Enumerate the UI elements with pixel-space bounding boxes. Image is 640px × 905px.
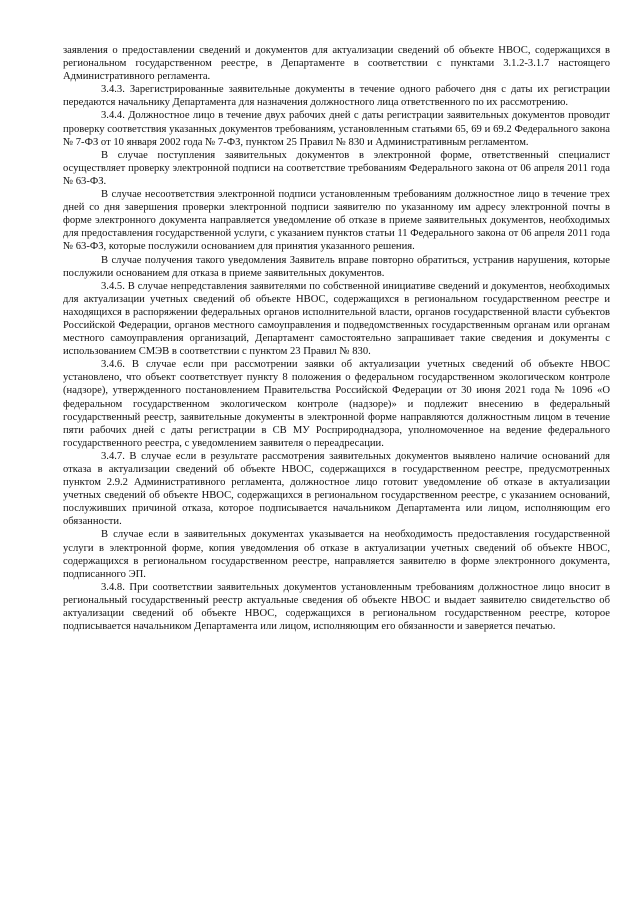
paragraph-repeat-application: В случае получения такого уведомления Заявитель вправе повторно обратиться, устранив нарушения, которые послужили основанием для отказа в приеме заявительных документов.: [63, 254, 610, 279]
paragraph-signature-mismatch: В случае несоответствия электронной подписи установленным требованиям должностное лицо в течение трех дней со дня завершения проверки электронной подписи заявителю по указанному им адресу электронной почты в форме электронного документа направляется уведомление об отказе в приеме заявительных документов, необходимых для предоставления государственной услуги, с указанием пунктов статьи 11 Федерального закона от 06 апреля 2011 года № 63-ФЗ, которые послужили основанием для принятия указанного решения.: [63, 189, 610, 253]
document-body: [63, 44, 610, 633]
paragraph-continuation: заявления о предоставлении сведений и документов для актуализации сведений об объекте НВОС, содержащихся в региональном государственном реестре, в Департаменте в соответствии с пунктами 3.1.2-3.1.7 настоящего Административного регламента.: [63, 45, 610, 83]
paragraph-3-4-7: 3.4.7. В случае если в результате рассмотрения заявительных документов выявлено наличие оснований для отказа в актуализации сведений об объекте НВОС, содержащихся в государственном реестре, предусмотренных пунктом 2.9.2 Административного регламента, должностное лицо готовит уведомление об отказе в актуализации учетных сведений об объекте НВОС, содержащихся в региональном государственном реестре, с указанием оснований, послуживших причиной отказа, которое подписывается начальником Департамента или лицом, исполняющим его обязанности.: [63, 450, 610, 528]
paragraph-3-4-8: 3.4.8. При соответствии заявительных документов установленным требованиям должностное лицо вносит в региональный государственный реестр актуальные сведения об объекте НВОС и выдает заявителю свидетельство об актуализации сведений об объекте НВОС, содержащихся в региональном государственном реестре, которое подписывается начальником Департамента или лицом, исполняющим его обязанности и заверяется печатью.: [63, 581, 610, 633]
paragraph-3-4-4: 3.4.4. Должностное лицо в течение двух рабочих дней с даты регистрации заявительных документов проводит проверку соответствия указанных документов требованиям, установленным статьями 65, 69 и 69.2 Федерального закона № 7-ФЗ от 10 января 2002 года № 7-ФЗ, пунктом 25 Правил № 830 и Административным регламентом.: [63, 110, 610, 148]
paragraph-3-4-3: 3.4.3. Зарегистрированные заявительные документы в течение одного рабочего дня с даты их регистрации передаются начальнику Департамента для назначения должностного лица ответственного по их рассмотрению.: [63, 84, 610, 109]
paragraph-3-4-6: 3.4.6. В случае если при рассмотрении заявки об актуализации учетных сведений об объекте НВОС установлено, что объект соответствует пункту 8 положения о федеральном государственном экологическом контроле (надзоре), утвержденного постановлением Правительства Российской Федерации от 30 июня 2021 года № 1096 «О федеральном государственном экологическом контроле (надзоре)» и подлежит внесению в федеральный государственный реестр, заявительные документы в электронной форме направляются должностным лицом в течение пяти рабочих дней с даты регистрации в СВ МУ Росприроднадзора, уполномоченное на ведение федерального государственного реестра, с уведомлением заявителя о переадресации.: [63, 359, 610, 449]
paragraph-electronic-refusal: В случае если в заявительных документах указывается на необходимость предоставления государственной услуги в электронной форме, копия уведомления об отказе в актуализации учетных сведений об объекте НВОС, содержащихся в региональном государственном реестре, направляется заявителю в форме электронного документа, подписанного ЭП.: [63, 529, 610, 580]
paragraph-3-4-5: 3.4.5. В случае непредставления заявителями по собственной инициативе сведений и документов, необходимых для актуализации учетных сведений об объекте НВОС, содержащихся в региональном государственном реестре и находящихся в распоряжении федеральных органов исполнительной власти, органов государственной власти субъектов Российской Федерации, органов местного самоуправления и подведомственных государственным органам или органам местного самоуправления организаций, Департамент самостоятельно запрашивает такие сведения и документы с использованием СМЭВ в соответствии с пунктом 23 Правил № 830.: [63, 280, 610, 358]
paragraph-electronic-signature-check: В случае поступления заявительных документов в электронной форме, ответственный специалист осуществляет проверку электронной подписи на соответствие требованиям Федерального закона от 06 апреля 2011 года № 63-ФЗ.: [63, 149, 610, 187]
